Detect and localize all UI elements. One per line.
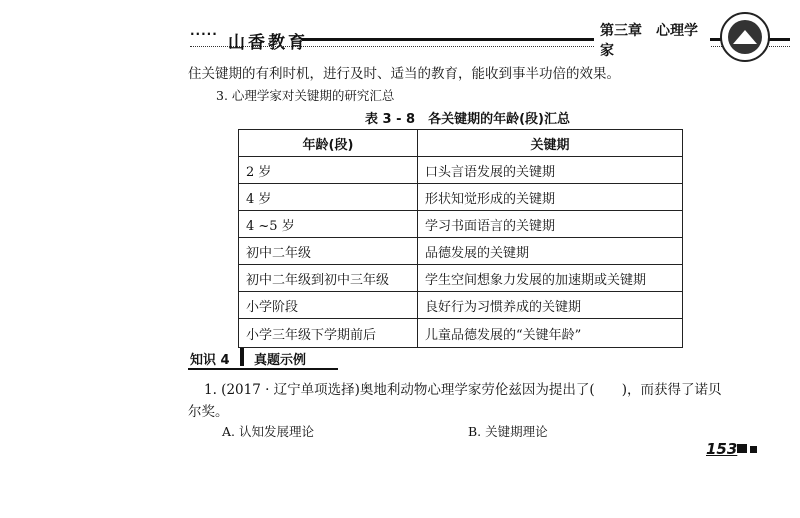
brand-logo-icon	[720, 12, 770, 62]
age-cell: 小学阶段	[239, 292, 418, 319]
age-cell: 初中二年级	[239, 238, 418, 265]
subsection-heading: 3. 心理学家对关键期的研究汇总	[216, 88, 395, 103]
page-marker-icon	[737, 444, 747, 453]
table-row	[239, 211, 683, 238]
period-cell: 良好行为习惯养成的关键期	[418, 292, 683, 319]
table-row	[239, 319, 683, 348]
period-cell: 学习书面语言的关键期	[418, 211, 683, 238]
column-header-period: 关键期	[418, 130, 683, 157]
critical-period-table	[238, 129, 683, 348]
table-row	[239, 265, 683, 292]
table-header-row	[239, 130, 683, 157]
period-cell: 口头言语发展的关键期	[418, 157, 683, 184]
page-marker-small-icon	[750, 446, 757, 453]
section-underline	[188, 368, 338, 370]
table-row	[239, 184, 683, 211]
option-b: B. 关键期理论	[468, 424, 548, 439]
age-cell: 小学三年级下学期前后	[239, 319, 418, 348]
age-cell: 2 岁	[239, 157, 418, 184]
period-cell: 学生空间想象力发展的加速期或关键期	[418, 265, 683, 292]
header-dots: .....	[190, 24, 218, 38]
question-text: 1. (2017 · 辽宁单项选择)奥地利动物心理学家劳伦兹因为提出了( )，而获得了诺贝	[204, 382, 722, 398]
option-a: A. 认知发展理论	[222, 424, 314, 439]
paragraph-line: 住关键期的有利时机，进行及时、适当的教育，能收到事半功倍的效果。	[188, 66, 620, 82]
table-row	[239, 292, 683, 319]
chapter-title: 第三章 心理学家	[594, 20, 710, 60]
table-caption: 表 3 - 8 各关键期的年龄(段)汇总	[365, 112, 570, 127]
age-cell: 4 ~5 岁	[239, 211, 418, 238]
header-rule	[302, 38, 790, 41]
age-cell: 4 岁	[239, 184, 418, 211]
period-cell: 形状知觉形成的关键期	[418, 184, 683, 211]
age-cell: 初中二年级到初中三年级	[239, 265, 418, 292]
column-header-age: 年龄(段)	[239, 130, 418, 157]
section-divider	[240, 348, 244, 366]
period-cell: 儿童品德发展的“关键年龄”	[418, 319, 683, 348]
section-title: 真题示例	[254, 353, 307, 368]
knowledge-label: 知识 4	[190, 353, 230, 368]
section-heading	[188, 347, 702, 369]
header-brand: 山香教育	[228, 33, 308, 53]
table-row	[239, 157, 683, 184]
table-row	[239, 238, 683, 265]
question-text-continued: 尔奖。	[188, 404, 229, 420]
page-number: 153	[706, 440, 738, 458]
period-cell: 品德发展的关键期	[418, 238, 683, 265]
page-header	[190, 22, 710, 59]
